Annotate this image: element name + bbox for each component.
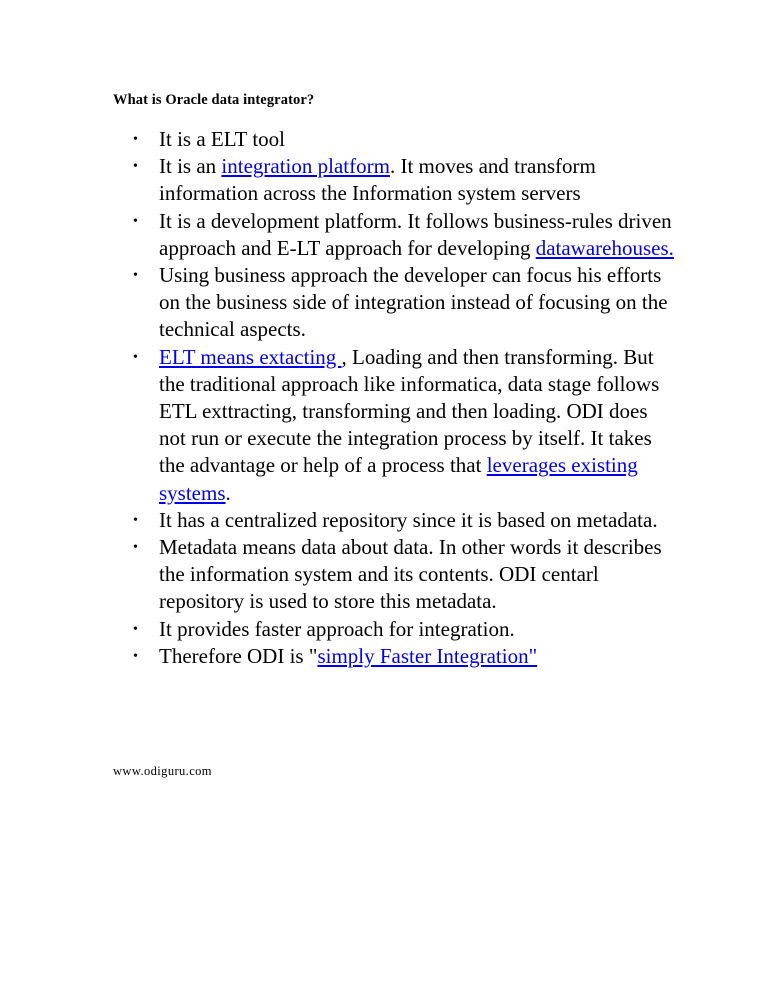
bullet-text: It provides faster approach for integration. — [159, 616, 515, 641]
list-item — [159, 344, 679, 507]
integration-platform-link[interactable]: integration platform — [221, 154, 390, 179]
list-item — [159, 507, 679, 534]
list-item — [159, 153, 679, 207]
datawarehouses-link[interactable]: datawarehouses. — [535, 235, 674, 260]
list-item — [159, 643, 679, 670]
list-item — [159, 262, 679, 344]
bullet-text: It has a centralized repository since it is based on metadata. — [159, 507, 658, 532]
list-item — [159, 126, 679, 153]
bullet-text-before: It is a development platform. It follows business-rules driven approach and E-LT approach for developing — [159, 208, 672, 260]
list-item — [159, 616, 679, 643]
bullet-text: It is a ELT tool — [159, 127, 285, 151]
bullet-text-after: . It moves and transform information across the Information system servers — [159, 154, 596, 206]
bullet-text-after: . — [225, 480, 231, 505]
leverages-existing-systems-link[interactable]: leverages existing systems — [159, 453, 638, 505]
bullet-text-after: , Loading and then transforming. But the traditional approach like informatica, data stage follows ETL exttracting, transforming and then loading. ODI does not run or execute the integration process by itself. It takes the advantage or help of a process that — [159, 344, 660, 478]
elt-means-extacting-link[interactable]: ELT means extacting — [159, 344, 342, 369]
list-item — [159, 208, 679, 262]
bullet-text-before: Therefore ODI is " — [159, 643, 318, 668]
bullet-text-before: It is an — [159, 154, 222, 179]
bullet-list — [159, 126, 679, 670]
bullet-text: Metadata means data about data. In other words it describes the information system and its contents. ODI centarl repository is used to store this metadata. — [159, 535, 662, 614]
bullet-text: Using business approach the developer can focus his efforts on the business side of integration instead of focusing on the technical aspects. — [159, 263, 668, 342]
document-heading: What is Oracle data integrator? — [113, 92, 315, 108]
list-item — [159, 534, 679, 616]
footer-url: www.odiguru.com — [113, 764, 212, 778]
simply-faster-integration-link[interactable]: simply Faster Integration" — [317, 643, 538, 668]
